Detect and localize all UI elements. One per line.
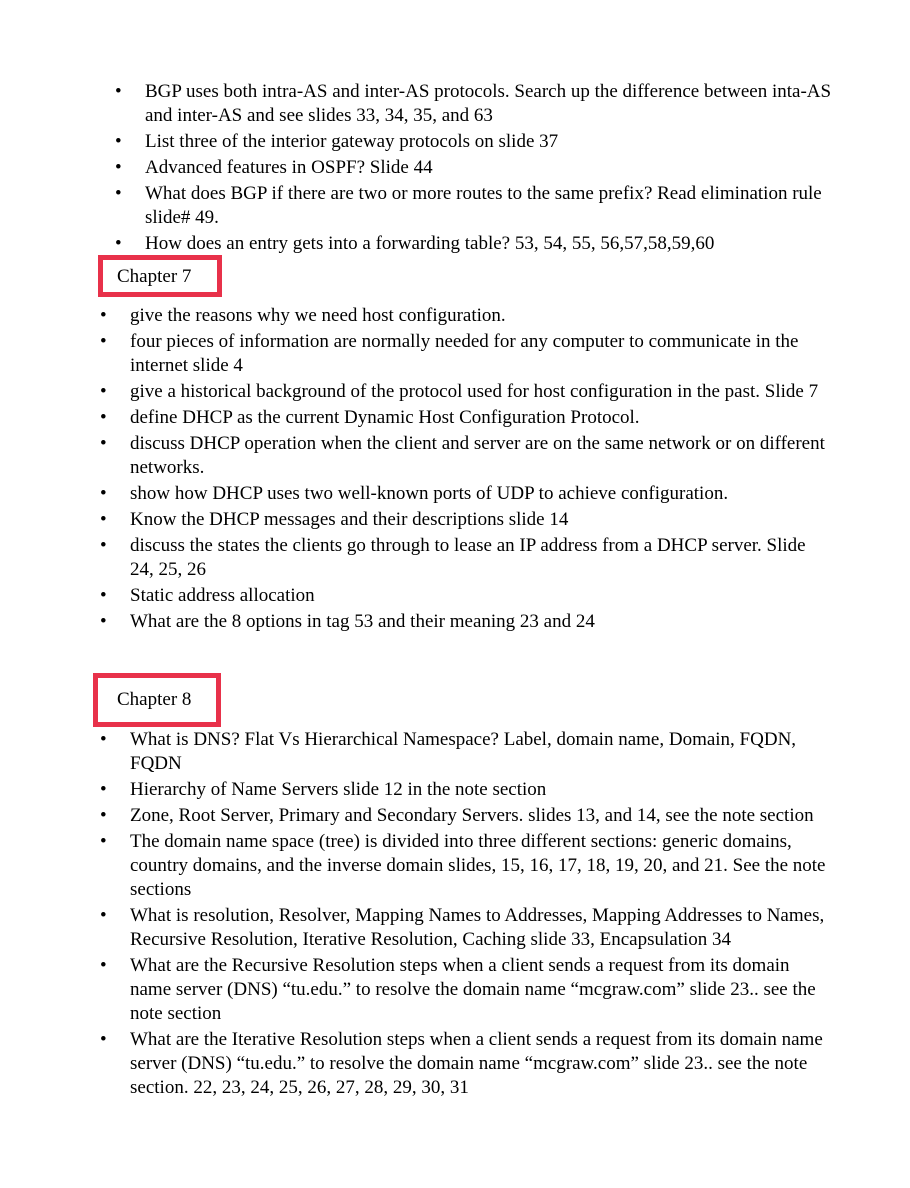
list-item: • four pieces of information are normally needed for any computer to communicate in the internet slide 4 bbox=[130, 330, 830, 378]
chapter-7-list bbox=[130, 304, 830, 636]
list-item: • show how DHCP uses two well-known ports of UDP to achieve configuration. bbox=[130, 482, 830, 506]
list-item: • give a historical background of the protocol used for host configuration in the past. Slide 7 bbox=[130, 380, 830, 404]
chapter-8-list bbox=[130, 728, 830, 1102]
list-item: • Static address allocation bbox=[130, 584, 830, 608]
list-item: • What is resolution, Resolver, Mapping Names to Addresses, Mapping Addresses to Names, Recursive Resolution, Iterative Resolution, Caching slide 33, Encapsulation 34 bbox=[130, 904, 830, 952]
list-item: • Zone, Root Server, Primary and Secondary Servers. slides 13, and 14, see the note section bbox=[130, 804, 830, 828]
list-item: • define DHCP as the current Dynamic Host Configuration Protocol. bbox=[130, 406, 830, 430]
list-item: • BGP uses both intra-AS and inter-AS protocols. Search up the difference between inta-AS and inter-AS and see slides 33, 34, 35, and 63 bbox=[145, 80, 835, 128]
list-item: • What are the 8 options in tag 53 and their meaning 23 and 24 bbox=[130, 610, 830, 634]
chapter-7-heading: Chapter 7 bbox=[98, 255, 222, 297]
list-item: • Know the DHCP messages and their descriptions slide 14 bbox=[130, 508, 830, 532]
list-item: • discuss the states the clients go through to lease an IP address from a DHCP server. Slide 24, 25, 26 bbox=[130, 534, 830, 582]
list-item: • Hierarchy of Name Servers slide 12 in the note section bbox=[130, 778, 830, 802]
list-item: • What are the Recursive Resolution steps when a client sends a request from its domain name server (DNS) “tu.edu.” to resolve the domain name “mcgraw.com” slide 23.. see the note section bbox=[130, 954, 830, 1026]
list-item: • discuss DHCP operation when the client and server are on the same network or on different networks. bbox=[130, 432, 830, 480]
list-item: • How does an entry gets into a forwarding table? 53, 54, 55, 56,57,58,59,60 bbox=[145, 232, 835, 256]
list-item: • Advanced features in OSPF? Slide 44 bbox=[145, 156, 835, 180]
list-item: • What is DNS? Flat Vs Hierarchical Namespace? Label, domain name, Domain, FQDN, FQDN bbox=[130, 728, 830, 776]
bgp-question-list bbox=[145, 80, 835, 258]
list-item: • List three of the interior gateway protocols on slide 37 bbox=[145, 130, 835, 154]
list-item: • What does BGP if there are two or more routes to the same prefix? Read elimination rule slide# 49. bbox=[145, 182, 835, 230]
list-item: • What are the Iterative Resolution steps when a client sends a request from its domain name server (DNS) “tu.edu.” to resolve the domain name “mcgraw.com” slide 23.. see the note section. 22, 23, 24, 25, 26, 27, 28, 29, 30, 31 bbox=[130, 1028, 830, 1100]
chapter-8-heading: Chapter 8 bbox=[93, 673, 221, 727]
list-item: • give the reasons why we need host configuration. bbox=[130, 304, 830, 328]
list-item: • The domain name space (tree) is divided into three different sections: generic domains, country domains, and the inverse domain slides, 15, 16, 17, 18, 19, 20, and 21. See the note sections bbox=[130, 830, 830, 902]
